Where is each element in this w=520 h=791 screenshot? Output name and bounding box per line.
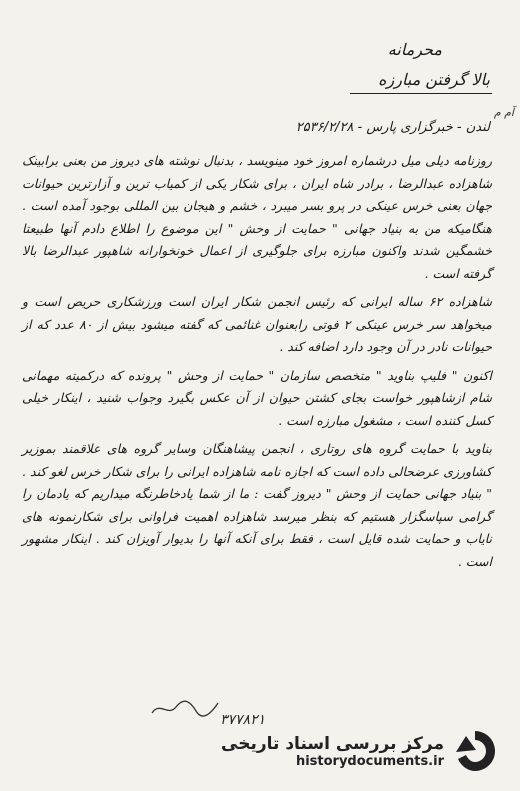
signature-scribble-icon xyxy=(150,697,220,719)
paragraph: اکنون " فلیپ بناوید " متخصص سازمان " حمایت از وحش " پرونده که درکمیته مهمانی شام ازشاهپور خواست بجای کشتن حیوان از آن عکس بگیرد وجواب شنید ، اینکار خیلی کسل کننده است ، مشغول مبارزه است . xyxy=(22,367,492,428)
margin-note: آم م xyxy=(493,106,514,119)
subject-underline xyxy=(350,93,492,94)
paragraph: شاهزاده ۶۲ ساله ایرانی که رئیس انجمن شکار ایران است ورزشکاری حریص است و میخواهد سر خرس عینکی ۲ فوتی رابعنوان غنائمی که گفته میشود بیش از ۸۰ عدد که از حیوانات نادر در آن وجود دارد اضافه کند . xyxy=(22,294,492,354)
classification-mark: محرمانه xyxy=(387,40,442,59)
paragraph: بناوید با حمایت گروه های روتاری ، انجمن پیشاهنگان وسایر گروه های علاقمند بموزیر کشاورزی عرضحالی داده است که اجازه نامه شاهزاده ایرانی را برای شکار خرس لغو کند . " بنیاد جهانی حمایت از وحش " دیروز گفت : ما از شما یادخاطرنگه میداریم که یادمان را گرامی سپاسگزار هستیم که بنظر میرسد شاهزاده اهمیت فراوانی برای شکارنمونه های نایاب و حمایت شده قایل است ، فقط برای آنکه آنها را بدیوار آویزان کند . اینکار مشهور است . xyxy=(22,441,492,569)
document-body xyxy=(22,150,492,579)
paragraph: روزنامه دیلی میل درشماره امروز خود مینویسد ، بدنبال نوشته های دیروز من بعنی برابینک شاهزاده عبدالرضا ، برادر شاه ایران ، برای شکار یکی از کمیاب ترین و آزارترین حیوانات جهان بعنی خرس عینکی در پرو بسر میبرد ، خشم و هیجان بین المللی بوجود آمده است . هنگامیکه من به بنیاد جهانی " حمایت از وحش " این موضوع را اطلاع دادم آنها طبیعتا خشمگین شدند واکنون مبارزه برای جلوگیری از اعمال خونخوارانه شاهپور عبدالرضا بالا گرفته است . xyxy=(22,153,492,281)
dateline: لندن - خبرگزاری پارس - ۲۵۳۶/۲/۲۸ xyxy=(295,120,490,135)
handwritten-number: ۳۷۷۸۲۱ xyxy=(220,712,266,728)
archive-watermark xyxy=(221,728,498,774)
handwritten-signature xyxy=(150,697,220,723)
watermark-url: historydocuments.ir xyxy=(295,753,444,769)
subject-line: بالا گرفتن مبارزه xyxy=(378,70,490,89)
archive-logo-icon xyxy=(452,728,498,774)
watermark-text xyxy=(221,734,444,769)
watermark-title: مرکز بررسی اسناد تاریخی xyxy=(221,733,444,754)
